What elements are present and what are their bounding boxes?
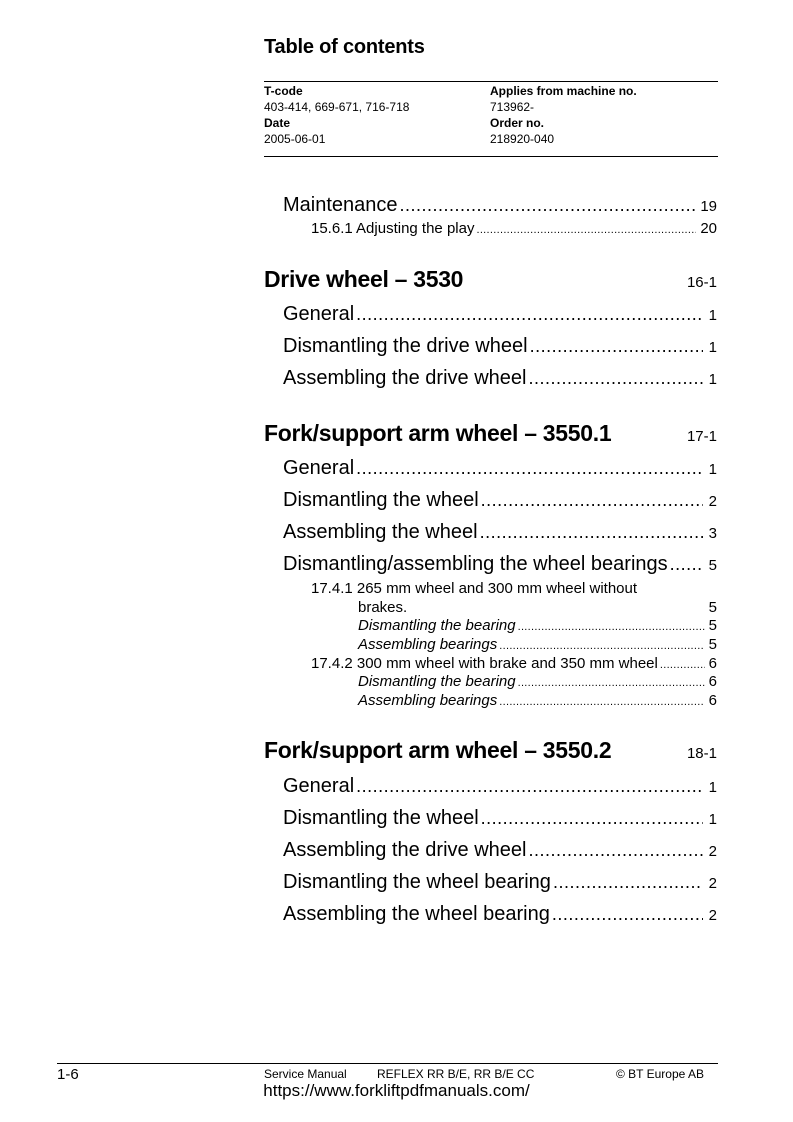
toc-leader-dots (400, 195, 697, 213)
toc-leader-dots (356, 458, 703, 476)
toc-leader-dots (480, 522, 703, 540)
toc-entry-page: 5 (708, 617, 717, 634)
toc-entry-text: Assembling the drive wheel (283, 367, 527, 389)
toc-leader-dots (356, 776, 703, 794)
toc-leader-dots (530, 336, 703, 354)
toc-entry-text: Dismantling the bearing (358, 673, 516, 690)
toc-leader-dots (499, 696, 704, 707)
date-label: Date (264, 116, 291, 130)
footer-manual: Service Manual (264, 1067, 347, 1081)
toc-entry[interactable] (283, 807, 717, 830)
toc-entry-text: General (283, 775, 355, 797)
toc-entry-text: Dismantling the bearing (358, 617, 516, 634)
toc-entry-text: General (283, 303, 355, 325)
chapter-title: Fork/support arm wheel – 3550.1 (264, 420, 612, 446)
toc-entry[interactable] (283, 553, 717, 576)
chapter-title: Drive wheel – 3530 (264, 266, 464, 292)
footer-rule (57, 1063, 718, 1064)
toc-leader-dots (660, 659, 705, 670)
toc-leader-dots (476, 224, 696, 235)
toc-entry-page: 1 (708, 811, 717, 828)
toc-entry-text: Assembling bearings (358, 636, 498, 653)
toc-leader-dots (528, 840, 703, 858)
chapter-heading[interactable] (264, 420, 717, 447)
toc-entry-text: Dismantling the wheel bearing (283, 871, 551, 893)
toc-subentry[interactable] (311, 580, 717, 597)
toc-entry[interactable] (283, 335, 717, 358)
toc-entry-text: Dismantling the wheel (283, 489, 479, 511)
toc-leader-dots (670, 554, 703, 572)
toc-entry-page: 1 (708, 307, 717, 324)
toc-subsubentry[interactable] (358, 636, 717, 653)
toc-entry[interactable] (283, 194, 717, 217)
toc-entry-page: 20 (700, 220, 717, 237)
chapter-heading[interactable] (264, 266, 717, 293)
toc-entry[interactable] (283, 367, 717, 390)
toc-subsubentry[interactable] (358, 673, 717, 690)
footer-model: REFLEX RR B/E, RR B/E CC (377, 1067, 535, 1081)
toc-entry[interactable] (283, 775, 717, 798)
toc-entry[interactable] (283, 521, 717, 544)
date-value: 2005-06-01 (264, 132, 326, 146)
machine-block (490, 83, 637, 147)
footer-copyright: © BT Europe AB (616, 1067, 705, 1081)
toc-entry-page: 2 (708, 875, 717, 892)
toc-entry-page: 6 (708, 692, 717, 709)
toc-subentry[interactable] (311, 220, 717, 237)
footer-url-link[interactable]: https://www.forkliftpdfmanuals.com/ (263, 1081, 530, 1100)
toc-entry-page: 6 (708, 673, 717, 690)
toc-entry-text: Dismantling the drive wheel (283, 335, 528, 357)
toc-entry-page: 5 (708, 636, 717, 653)
toc-entry-page: 1 (708, 461, 717, 478)
toc-leader-dots (481, 808, 703, 826)
toc-entry[interactable] (283, 871, 717, 894)
toc-leader-dots (528, 368, 703, 386)
toc-entry-text: Dismantling the wheel (283, 807, 479, 829)
order-value: 218920-040 (490, 132, 555, 146)
toc-entry-page: 6 (708, 655, 717, 672)
order-label: Order no. (490, 116, 545, 130)
toc-entry[interactable] (283, 489, 717, 512)
toc-entry-page: 1 (708, 371, 717, 388)
header-rule-bottom (264, 156, 718, 157)
toc-leader-dots (552, 904, 703, 922)
chapter-title: Fork/support arm wheel – 3550.2 (264, 737, 612, 763)
toc-leader-dots (518, 677, 705, 688)
toc-subentry-continuation[interactable] (358, 599, 717, 616)
footer-page-number: 1-6 (57, 1066, 79, 1083)
toc-entry-page: 2 (708, 907, 717, 924)
toc-entry-page: 2 (708, 843, 717, 860)
toc-entry-text: General (283, 457, 355, 479)
chapter-page: 16-1 (686, 274, 717, 291)
toc-leader-dots (356, 304, 703, 322)
chapter-page: 18-1 (686, 745, 717, 762)
toc-entry-page: 19 (700, 198, 717, 215)
toc-leader-dots (518, 621, 705, 632)
toc-entry-text: 17.4.2 300 mm wheel with brake and 350 mm wheel (311, 655, 658, 672)
toc-entry-text: 15.6.1 Adjusting the play (311, 220, 475, 237)
toc-entry-page: 5 (708, 557, 717, 574)
toc-entry-text: Dismantling/assembling the wheel bearings (283, 553, 668, 575)
toc-entry-page: 1 (708, 779, 717, 796)
toc-entry-text: Assembling the wheel bearing (283, 903, 550, 925)
machine-value: 713962- (490, 100, 535, 114)
toc-entry-page: 5 (708, 599, 717, 616)
toc-entry-text: brakes. (358, 599, 408, 616)
toc-subsubentry[interactable] (358, 617, 717, 634)
toc-subsubentry[interactable] (358, 692, 717, 709)
toc-entry-text: Assembling the wheel (283, 521, 478, 543)
toc-entry[interactable] (283, 839, 717, 862)
tcode-label: T-code (264, 84, 303, 98)
toc-entry-page: 1 (708, 339, 717, 356)
toc-entry-text: Assembling bearings (358, 692, 498, 709)
toc-leader-dots (481, 490, 703, 508)
tcode-block (264, 83, 409, 147)
header-rule-top (264, 81, 718, 82)
toc-entry[interactable] (283, 903, 717, 926)
toc-leader-dots (553, 872, 703, 890)
toc-entry-text: Maintenance (283, 194, 398, 216)
toc-entry[interactable] (283, 457, 717, 480)
toc-entry-text: Assembling the drive wheel (283, 839, 527, 861)
toc-entry[interactable] (283, 303, 717, 326)
page-title: Table of contents (264, 36, 425, 58)
machine-label: Applies from machine no. (490, 84, 637, 98)
toc-entry-text: 17.4.1 265 mm wheel and 300 mm wheel without (311, 580, 638, 597)
chapter-page: 17-1 (686, 428, 717, 445)
toc-entry-page: 3 (708, 525, 717, 542)
tcode-value: 403-414, 669-671, 716-718 (264, 100, 410, 114)
chapter-heading[interactable] (264, 737, 717, 764)
toc-entry-page: 2 (708, 493, 717, 510)
toc-subentry[interactable] (311, 655, 717, 672)
toc-leader-dots (499, 640, 704, 651)
